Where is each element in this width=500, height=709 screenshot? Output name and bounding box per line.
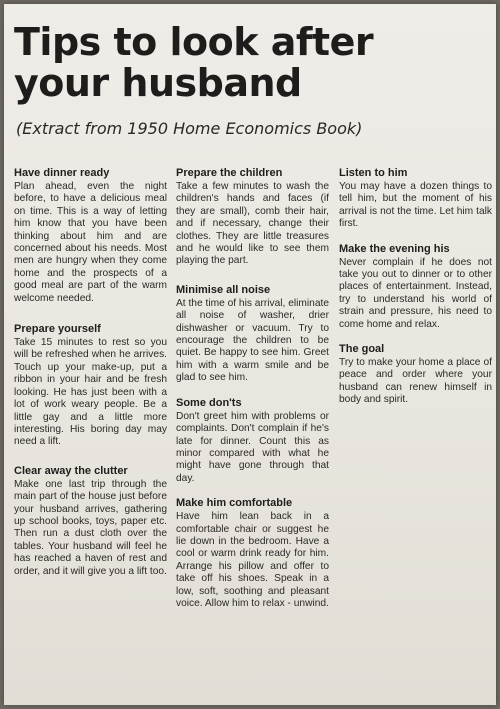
section-body: Plan ahead, even the night before, to have a delicious meal on time. This is a way of letting him know that you have been thinking about him and are concerned about his needs. Most men are hungry when they come home and the prospects of a good meal are part of the warm welcome needed. xyxy=(14,181,167,304)
section-heading: Minimise all noise xyxy=(176,283,271,296)
section-heading: Make the evening his xyxy=(339,242,450,255)
section-body: At the time of his arrival, eliminate all noise of washer, drier dishwasher or vacuum. Try to encourage the children to be quiet. Be happy to see him. Greet him with a warm smile and be glad to see him. xyxy=(176,297,329,384)
section-heading: Make him comfortable xyxy=(176,497,293,510)
section-prepare-the-children xyxy=(176,167,329,268)
section-some-donts xyxy=(176,397,329,485)
column-left xyxy=(14,167,167,590)
section-make-him-comfortable xyxy=(176,497,329,610)
section-heading: Prepare yourself xyxy=(14,323,101,336)
section-body: Never complain if he does not take you out to dinner or to other places of entertainment. Instead, try to understand his world of strain and pressure, his need to come home and relax. xyxy=(339,256,492,330)
section-body: Take a few minutes to wash the children's hands and faces (if they are small), comb their hair, and if necessary, change their clothes. They are little treasures and he would like to see them playing the part. xyxy=(176,181,329,267)
section-heading: Clear away the clutter xyxy=(14,464,128,477)
section-heading: Prepare the children xyxy=(176,167,283,179)
column-middle xyxy=(176,167,329,622)
section-body: You may have a dozen things to tell him, but the moment of his arrival is not the time. Let him talk first. xyxy=(339,181,492,230)
section-heading: Some don'ts xyxy=(176,396,242,409)
page-subtitle: (Extract from 1950 Home Economics Book) xyxy=(16,119,363,138)
section-body: Try to make your home a place of peace and order where your husband can renew himself in body and spirit. xyxy=(339,357,492,406)
section-heading: Listen to him xyxy=(339,167,408,179)
section-body: Take 15 minutes to rest so you will be refreshed when he arrives. Touch up your make-up, put a ribbon in your hair and be fresh looking. He has just been with a lot of work weary people. Be a little gay and a little more interesting. His boring day may need a lift. xyxy=(14,337,167,448)
section-make-the-evening-his xyxy=(339,243,492,331)
section-heading: The goal xyxy=(339,343,385,356)
section-prepare-yourself xyxy=(14,323,167,449)
section-clear-away-the-clutter xyxy=(14,465,167,578)
section-have-dinner-ready xyxy=(14,167,167,305)
page xyxy=(4,4,496,705)
section-minimise-all-noise xyxy=(176,284,329,385)
column-right xyxy=(339,167,492,419)
section-listen-to-him xyxy=(339,167,492,231)
page-title: Tips to look after your husband xyxy=(14,20,374,105)
section-heading: Have dinner ready xyxy=(14,167,110,179)
section-body: Don't greet him with problems or complaints. Don't complain if he's late for dinner. Count this as minor compared with what he might have gone through that day. xyxy=(176,410,329,484)
section-the-goal xyxy=(339,343,492,407)
section-body: Make one last trip through the main part of the house just before your husband arrives, gathering up school books, toys, paper etc. Then run a dust cloth over the tables. Your husband will feel he has reached a haven of rest and order, and it will give you a lift too. xyxy=(14,478,167,577)
section-body: Have him lean back in a comfortable chair or suggest he lie down in the bedroom. Have a cool or warm drink ready for him. Arrange his pillow and offer to take off his shoes. Speak in a low, soft, soothing and pleasant voice. Allow him to relax - unwind. xyxy=(176,511,329,609)
